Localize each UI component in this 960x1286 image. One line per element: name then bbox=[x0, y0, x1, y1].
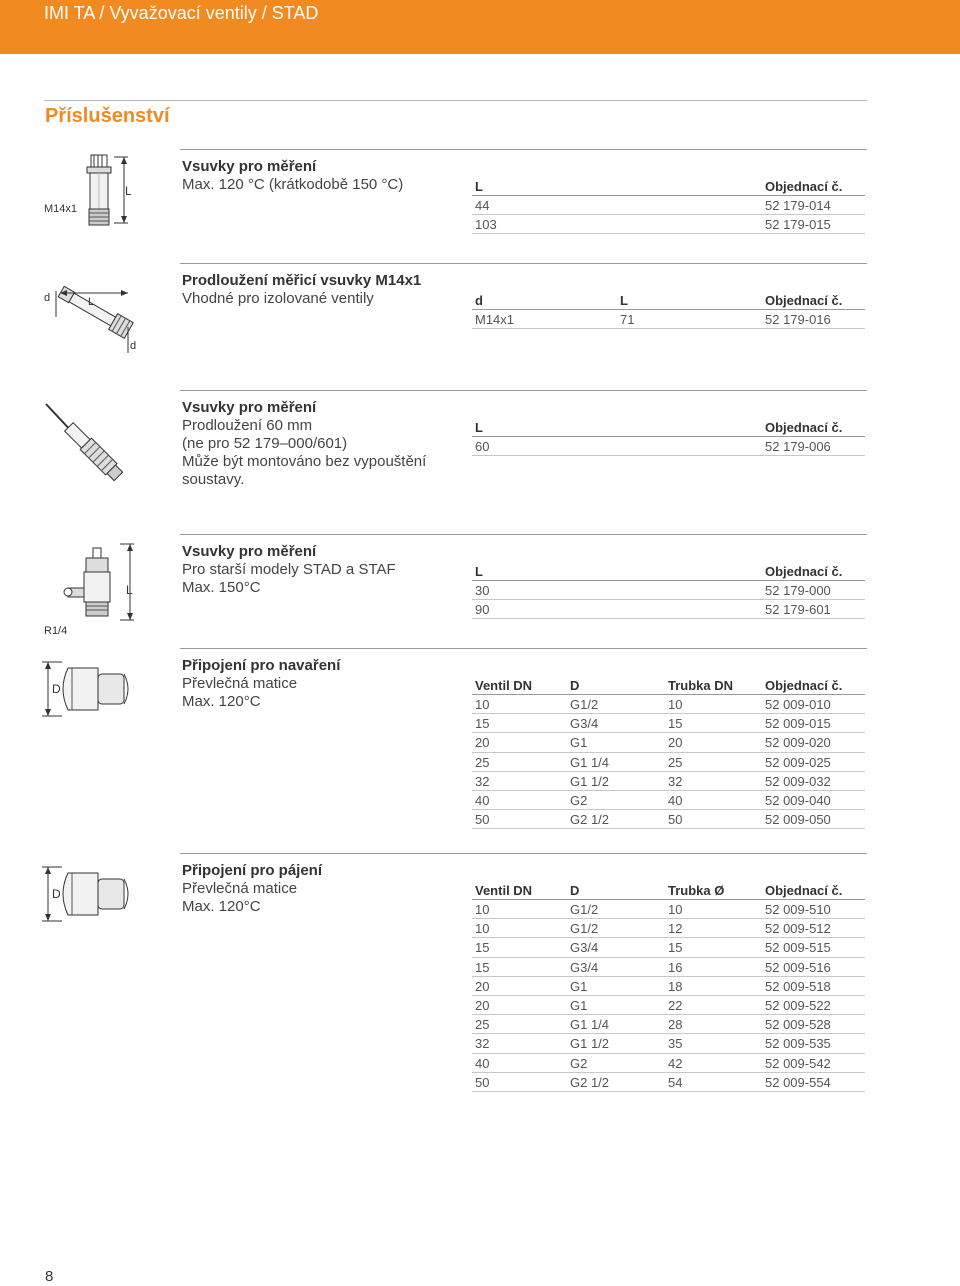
table-header-row bbox=[472, 676, 865, 695]
description-line: Vhodné pro izolované ventily bbox=[182, 290, 374, 307]
table-cell: 52 009-535 bbox=[765, 1036, 831, 1052]
table-cell: 20 bbox=[668, 735, 683, 751]
section-description bbox=[182, 272, 452, 308]
table-cell: G1 1/2 bbox=[570, 773, 610, 789]
table-cell: 10 bbox=[668, 697, 683, 712]
table-cell: G1/2 bbox=[570, 921, 599, 937]
table-cell: 52 009-515 bbox=[765, 940, 831, 956]
table-cell: 25 bbox=[475, 754, 490, 770]
table-cell: 32 bbox=[475, 1036, 490, 1052]
table-cell: 20 bbox=[475, 735, 490, 751]
table-cell: 20 bbox=[475, 978, 490, 994]
table-cell: G2 bbox=[570, 1055, 588, 1071]
table-cell: 52 009-510 bbox=[765, 902, 831, 917]
table-cell: 52 009-512 bbox=[765, 921, 831, 937]
table-cell: 28 bbox=[668, 1017, 683, 1033]
table-cell: G2 1/2 bbox=[570, 812, 610, 828]
welding-connection-illustration bbox=[40, 660, 150, 720]
table-cell: 40 bbox=[475, 792, 490, 808]
table-cell: 15 bbox=[475, 940, 490, 956]
table-cell: 52 009-522 bbox=[765, 997, 831, 1013]
table-row bbox=[472, 437, 865, 456]
heading-rule bbox=[44, 100, 867, 101]
description-line: Max. 120°C bbox=[182, 898, 261, 915]
table-cell: 44 bbox=[475, 198, 490, 213]
table-cell: G1 1/2 bbox=[570, 1036, 610, 1052]
description-line: Pro starší modely STAD a STAF bbox=[182, 561, 396, 578]
measuring-nipple-illustration bbox=[40, 153, 145, 233]
table-row bbox=[472, 772, 865, 791]
table-cell: 15 bbox=[668, 940, 683, 956]
table-cell: 42 bbox=[668, 1055, 683, 1071]
data-table bbox=[472, 881, 865, 1092]
description-line: Prodloužení 60 mm bbox=[182, 417, 313, 434]
table-cell: 22 bbox=[668, 997, 683, 1013]
table-row bbox=[472, 1015, 865, 1034]
table-cell: 35 bbox=[668, 1036, 683, 1052]
table-cell: 30 bbox=[475, 583, 490, 598]
extension-illustration bbox=[40, 275, 150, 355]
table-cell: 60 bbox=[475, 439, 490, 454]
data-table bbox=[472, 291, 865, 329]
table-cell: G1 bbox=[570, 735, 588, 751]
description-line: (ne pro 52 179–000/601) bbox=[182, 435, 348, 452]
old-nipple-illustration bbox=[40, 540, 150, 640]
soldering-connection-illustration bbox=[40, 865, 150, 925]
table-cell: 52 009-516 bbox=[765, 959, 831, 975]
table-row bbox=[472, 938, 865, 957]
data-table bbox=[472, 177, 865, 234]
table-cell: 90 bbox=[475, 602, 490, 618]
table-row bbox=[472, 791, 865, 810]
table-cell: 50 bbox=[475, 1074, 490, 1090]
table-header-row bbox=[472, 291, 865, 310]
table-row bbox=[472, 733, 865, 752]
table-cell: 52 009-040 bbox=[765, 792, 831, 808]
data-table bbox=[472, 562, 865, 619]
illus-label: R1/4 bbox=[44, 625, 68, 637]
table-cell: 15 bbox=[668, 716, 683, 732]
table-cell: G3/4 bbox=[570, 940, 599, 956]
table-cell: M14x1 bbox=[475, 312, 515, 327]
data-table bbox=[472, 676, 865, 829]
table-cell: 52 009-542 bbox=[765, 1055, 831, 1071]
table-row bbox=[472, 310, 865, 329]
table-cell: 52 009-518 bbox=[765, 978, 831, 994]
section-title: Připojení pro navaření bbox=[182, 657, 341, 674]
column-header: Trubka Ø bbox=[668, 883, 725, 898]
illus-label: L bbox=[126, 583, 133, 597]
table-row bbox=[472, 810, 865, 829]
table-cell: 16 bbox=[668, 959, 683, 975]
illus-label: M14x1 bbox=[44, 203, 78, 215]
column-header: Objednací č. bbox=[765, 678, 843, 693]
table-cell: 52 009-528 bbox=[765, 1017, 831, 1033]
description-line: Převlečná matice bbox=[182, 675, 298, 692]
data-table bbox=[472, 418, 865, 456]
illus-label: L bbox=[125, 184, 132, 198]
column-header: Objednací č. bbox=[765, 420, 843, 435]
table-cell: 50 bbox=[475, 812, 490, 828]
table-header-row bbox=[472, 177, 865, 196]
table-row bbox=[472, 581, 865, 600]
section-title: Připojení pro pájení bbox=[182, 862, 323, 879]
table-cell: 52 179-006 bbox=[765, 439, 831, 454]
table-cell: 25 bbox=[668, 754, 683, 770]
table-cell: 18 bbox=[668, 978, 683, 994]
table-cell: G3/4 bbox=[570, 716, 599, 732]
column-header: Objednací č. bbox=[765, 883, 843, 898]
table-row bbox=[472, 996, 865, 1015]
table-cell: G1 1/4 bbox=[570, 754, 610, 770]
table-cell: 32 bbox=[668, 773, 683, 789]
column-header: Objednací č. bbox=[765, 293, 843, 308]
column-header: Objednací č. bbox=[765, 564, 843, 579]
section-title: Prodloužení měřicí vsuvky M14x1 bbox=[182, 272, 422, 289]
table-cell: 54 bbox=[668, 1074, 683, 1090]
header-title: IMI TA / Vyvažovací ventily / STAD bbox=[44, 3, 319, 23]
section-title: Vsuvky pro měření bbox=[182, 158, 317, 175]
table-header-row bbox=[472, 881, 865, 900]
table-cell: G1/2 bbox=[570, 697, 599, 712]
table-row bbox=[472, 958, 865, 977]
table-cell: 52 179-014 bbox=[765, 198, 831, 213]
table-row bbox=[472, 695, 865, 714]
table-cell: G1/2 bbox=[570, 902, 599, 917]
table-row bbox=[472, 1054, 865, 1073]
table-cell: 52 179-000 bbox=[765, 583, 831, 598]
table-cell: 52 009-050 bbox=[765, 812, 831, 828]
table-cell: 10 bbox=[475, 921, 490, 937]
column-header: D bbox=[570, 883, 580, 898]
table-cell: G1 1/4 bbox=[570, 1017, 610, 1033]
table-cell: 71 bbox=[620, 312, 635, 327]
table-header-row bbox=[472, 562, 865, 581]
table-row bbox=[472, 900, 865, 919]
column-header: L bbox=[475, 420, 483, 435]
table-cell: 32 bbox=[475, 773, 490, 789]
table-header-row bbox=[472, 418, 865, 437]
header-bar bbox=[0, 0, 960, 54]
table-cell: 20 bbox=[475, 997, 490, 1013]
column-header: d bbox=[475, 293, 483, 308]
table-cell: G3/4 bbox=[570, 959, 599, 975]
table-cell: 25 bbox=[475, 1017, 490, 1033]
table-cell: 52 179-015 bbox=[765, 217, 831, 233]
column-header: L bbox=[475, 179, 483, 194]
illus-label: L bbox=[88, 296, 95, 308]
table-cell: 50 bbox=[668, 812, 683, 828]
table-cell: 52 179-016 bbox=[765, 312, 831, 327]
table-cell: G2 1/2 bbox=[570, 1074, 610, 1090]
column-header: L bbox=[620, 293, 628, 308]
table-cell: 52 009-032 bbox=[765, 773, 831, 789]
table-cell: 15 bbox=[475, 716, 490, 732]
illus-label: D bbox=[52, 887, 61, 901]
section-title: Vsuvky pro měření bbox=[182, 543, 317, 560]
table-row bbox=[472, 753, 865, 772]
table-row bbox=[472, 1073, 865, 1092]
column-header: Trubka DN bbox=[668, 678, 734, 693]
table-cell: 40 bbox=[668, 792, 683, 808]
section-description bbox=[182, 862, 452, 916]
long-nipple-illustration bbox=[40, 398, 150, 498]
table-row bbox=[472, 1034, 865, 1053]
table-row bbox=[472, 977, 865, 996]
table-cell: 10 bbox=[475, 697, 490, 712]
table-row bbox=[472, 714, 865, 733]
table-cell: 52 009-010 bbox=[765, 697, 831, 712]
description-line: Max. 150°C bbox=[182, 579, 261, 596]
table-cell: G1 bbox=[570, 978, 588, 994]
table-cell: 103 bbox=[475, 217, 497, 233]
column-header: Objednací č. bbox=[765, 179, 843, 194]
description-line: Může být montováno bez vypouštění bbox=[182, 453, 427, 470]
section-description bbox=[182, 158, 452, 194]
table-cell: G2 bbox=[570, 792, 588, 808]
column-header: Ventil DN bbox=[475, 678, 533, 693]
table-cell: 52 009-015 bbox=[765, 716, 831, 732]
table-row bbox=[472, 600, 865, 619]
illus-label: D bbox=[52, 682, 61, 696]
section-title: Vsuvky pro měření bbox=[182, 399, 317, 416]
section-description bbox=[182, 657, 452, 711]
illus-label: d bbox=[44, 292, 51, 304]
description-line: Převlečná matice bbox=[182, 880, 298, 897]
table-cell: 52 009-554 bbox=[765, 1074, 831, 1090]
column-header: Ventil DN bbox=[475, 883, 533, 898]
table-cell: 10 bbox=[475, 902, 490, 917]
table-row bbox=[472, 215, 865, 234]
table-row bbox=[472, 196, 865, 215]
illus-label: d bbox=[130, 340, 137, 352]
table-cell: 52 009-020 bbox=[765, 735, 831, 751]
table-cell: G1 bbox=[570, 997, 588, 1013]
description-line: soustavy. bbox=[182, 471, 245, 488]
table-cell: 52 009-025 bbox=[765, 754, 831, 770]
description-line: Max. 120 °C (krátkodobě 150 °C) bbox=[182, 176, 404, 193]
table-row bbox=[472, 919, 865, 938]
description-line: Max. 120°C bbox=[182, 693, 261, 710]
column-header: D bbox=[570, 678, 580, 693]
table-cell: 10 bbox=[668, 902, 683, 917]
table-cell: 52 179-601 bbox=[765, 602, 831, 618]
section-description bbox=[182, 543, 452, 597]
column-header: L bbox=[475, 564, 483, 579]
table-cell: 40 bbox=[475, 1055, 490, 1071]
section-description bbox=[182, 399, 452, 489]
table-cell: 12 bbox=[668, 921, 683, 937]
table-cell: 15 bbox=[475, 959, 490, 975]
page-heading: Příslušenství bbox=[45, 105, 170, 127]
page-number: 8 bbox=[45, 1268, 54, 1285]
